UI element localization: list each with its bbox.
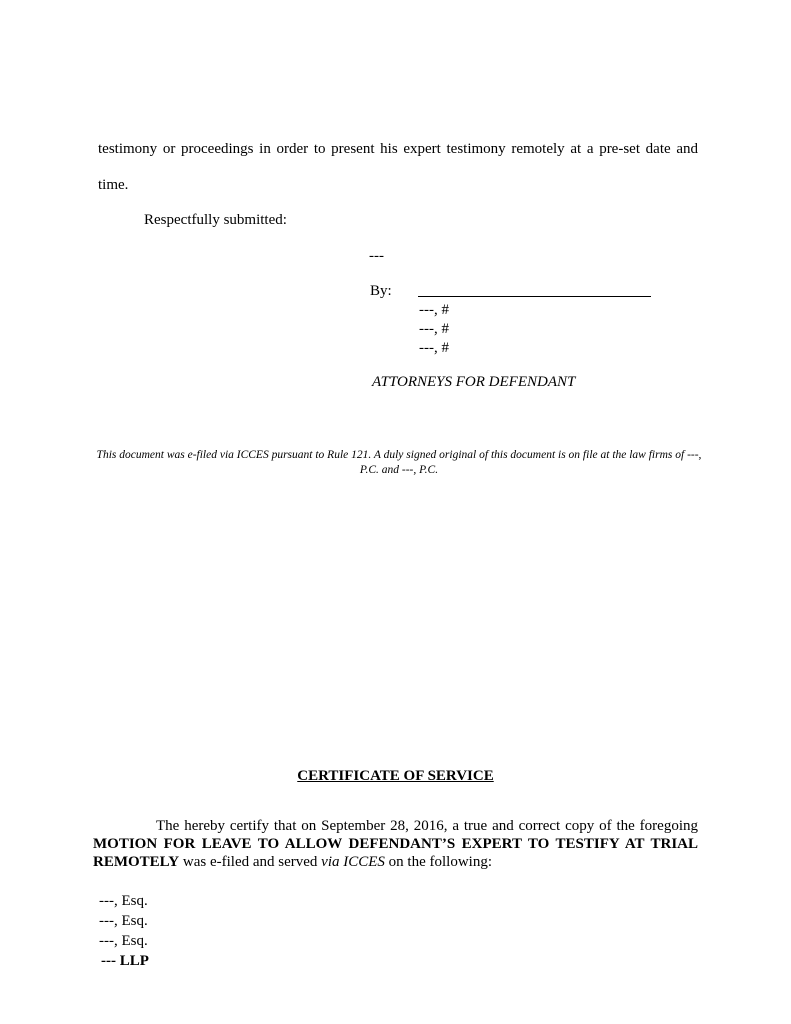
- closing-text: Respectfully submitted:: [144, 212, 287, 228]
- following-text: on the following:: [384, 854, 492, 870]
- attorney-entry: ---, #: [419, 321, 449, 337]
- certificate-intro: The hereby certify that on September 28, 2016, a true and correct copy of the foregoing: [156, 818, 698, 834]
- service-entry: ---, Esq.: [99, 913, 148, 929]
- attorney-entry: ---, #: [419, 302, 449, 318]
- firm-name: ---: [369, 248, 384, 264]
- body-paragraph-line-1: testimony or proceedings in order to present his expert testimony remotely at a pre-set date and: [98, 141, 698, 157]
- by-label: By:: [370, 283, 392, 299]
- service-list: [99, 891, 149, 971]
- certificate-title: CERTIFICATE OF SERVICE: [297, 768, 494, 784]
- via-icces: via ICCES: [321, 854, 385, 870]
- service-entry: ---, Esq.: [99, 933, 148, 949]
- motion-title: MOTION FOR LEAVE TO ALLOW DEFENDANT’S EXPERT TO TESTIFY AT TRIAL REMOTELY: [93, 836, 698, 870]
- body-paragraph-line-2: time.: [98, 177, 129, 193]
- filed-text: was e-filed and served: [179, 854, 322, 870]
- attorneys-for-label: ATTORNEYS FOR DEFENDANT: [372, 374, 576, 390]
- certificate-body: [93, 817, 698, 871]
- signature-line: [418, 296, 651, 297]
- service-firm: --- LLP: [101, 953, 149, 969]
- attorney-entry: ---, #: [419, 340, 449, 356]
- service-entry: ---, Esq.: [99, 893, 148, 909]
- efile-note: This document was e-filed via ICCES pursuant to Rule 121. A duly signed original of this document is on file at the law firms of ---, P.C. and ---, P.C.: [96, 449, 702, 476]
